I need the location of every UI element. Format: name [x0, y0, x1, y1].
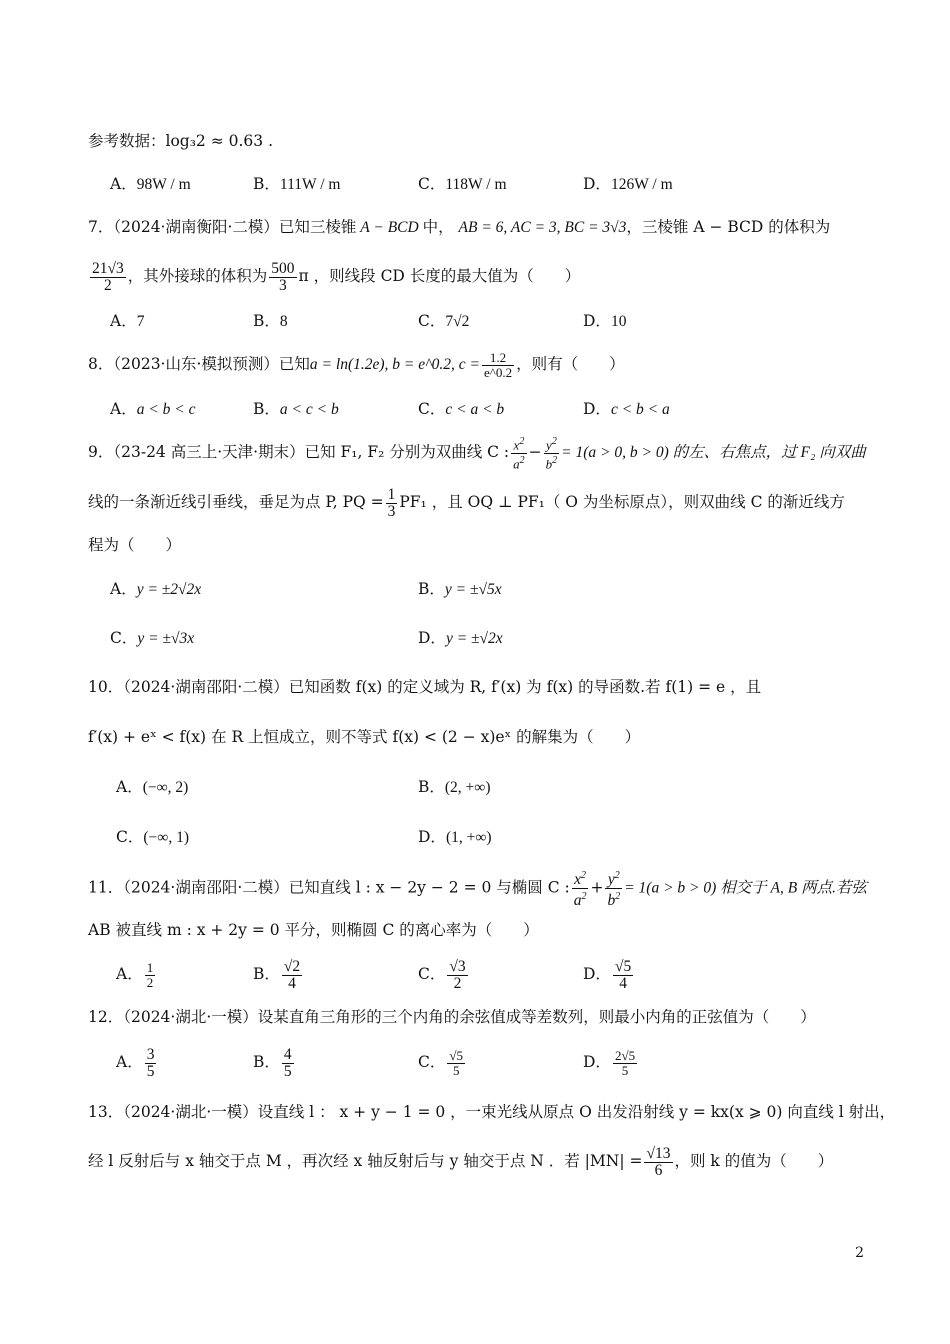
- q13-line2: 经 l 反射后与 x 轴交于点 M ，再次经 x 轴反射后与 y 轴交于点 N ．若 |MN| = $\frac{√13}{6}$ ，则 k 的值为（ ）: [88, 1144, 834, 1179]
- q11-option-c: C． $\frac{√3}{2}$: [418, 957, 466, 992]
- q7-option-b: B．8: [253, 312, 288, 330]
- q7-line1: 7．（2024·湖南衡阳·二模）已知三棱锥 A − BCD 中， AB = 6, AC = 3, BC = 3√3，三棱锥 A − BCD 的体积为: [88, 218, 831, 236]
- q10-option-b: B．(2, +∞): [418, 778, 491, 796]
- q6-option-c: C．118W / m: [418, 175, 507, 193]
- q12-option-c: C． $\frac{√5}{5}$: [418, 1047, 464, 1078]
- q12-option-a: A． $\frac{3}{5}$: [116, 1045, 155, 1080]
- q11-line2: AB 被直线 m : x + 2y = 0 平分，则椭圆 C 的离心率为（ ）: [88, 921, 539, 939]
- q10-option-c: C．(−∞, 1): [116, 828, 189, 846]
- q9-line1: 9．（23-24 高三上·天津·期末）已知 F₁, F₂ 分别为双曲线 C : $\frac{x^2}{a^2}$ − $\frac{y^2}{b^2}$ = 1(a > 0, b > 0) 的左、右焦点，过 F₂ 向双曲: [88, 436, 866, 471]
- q10-line1: 10．（2024·湖南邵阳·二模）已知函数 f(x) 的定义域为 R, f′(x) 为 f(x) 的导函数.若 f(1) = e ，且: [88, 678, 762, 696]
- q10-option-a: A．(−∞, 2): [116, 778, 189, 796]
- q8-option-c: C．c < a < b: [418, 400, 505, 418]
- q8-option-d: D．c < b < a: [583, 400, 670, 418]
- q6-option-b: B．111W / m: [253, 175, 341, 193]
- q9-option-c: C．y = ±√3x: [110, 629, 195, 647]
- q10-option-d: D．(1, +∞): [418, 828, 492, 846]
- q8-option-a: A．a < b < c: [110, 400, 196, 418]
- q9-line2: 线的一条渐近线引垂线，垂足为点 P, PQ = $\frac{1}{3}$ PF₁ ，且 OQ ⊥ PF₁（ O 为坐标原点），则双曲线 C 的渐近线方: [88, 485, 845, 520]
- q8-option-b: B．a < c < b: [253, 400, 339, 418]
- q11-line1: 11．（2024·湖南邵阳·二模）已知直线 l : x − 2y − 2 = 0 与椭圆 C : $\frac{x^2}{a^2}$ + $\frac{y^2}{b^2}$ = 1(a > b > 0) 相交于 A, B 两点.若弦: [88, 870, 867, 910]
- q6-option-a: A．98W / m: [110, 175, 191, 193]
- q9-line3: 程为（ ）: [88, 536, 182, 554]
- q9-option-b: B．y = ±√5x: [418, 580, 502, 598]
- q7-option-d: D．10: [583, 312, 627, 330]
- q11-option-a: A． $\frac{1}{2}$: [116, 959, 154, 990]
- page-number: 2: [855, 1245, 864, 1261]
- q12-option-b: B． $\frac{4}{5}$: [253, 1045, 292, 1080]
- q10-line2: f′(x) + eˣ < f(x) 在 R 上恒成立，则不等式 f(x) < (2 − x)eˣ 的解集为（ ）: [88, 728, 641, 746]
- q9-option-a: A．y = ±2√2x: [110, 580, 202, 598]
- q8-stem: 8．（2023·山东·模拟预测）已知a = ln(1.2e), b = e^0.2, c = $\frac{1.2}{e\^{}0.2}$ ，则有（ ）: [88, 349, 625, 380]
- q7-option-a: A．7: [110, 312, 145, 330]
- q12-option-d: D． $\frac{2√5}{5}$: [583, 1047, 636, 1078]
- q6-option-d: D．126W / m: [583, 175, 673, 193]
- q9-option-d: D．y = ±√2x: [418, 629, 503, 647]
- q13-line1: 13．（2024·湖北·一模）设直线 l ： x + y − 1 = 0 ，一束光线从原点 O 出发沿射线 y = kx(x ⩾ 0) 向直线 l 射出，: [88, 1103, 896, 1121]
- q7-option-c: C．7√2: [418, 312, 470, 330]
- reference-data: 参考数据：log₃2 ≈ 0.63 .: [88, 132, 273, 150]
- q12-line1: 12．（2024·湖北·一模）设某直角三角形的三个内角的余弦值成等差数列，则最小内角的正弦值为（ ）: [88, 1008, 816, 1026]
- q11-option-b: B． $\frac{√2}{4}$: [253, 957, 301, 992]
- q11-option-d: D． $\frac{√5}{4}$: [583, 957, 632, 992]
- q7-line2: $\frac{21√3}{2}$ ，其外接球的体积为 $\frac{500}{3}$ π ，则线段 CD 长度的最大值为（ ）: [92, 259, 581, 294]
